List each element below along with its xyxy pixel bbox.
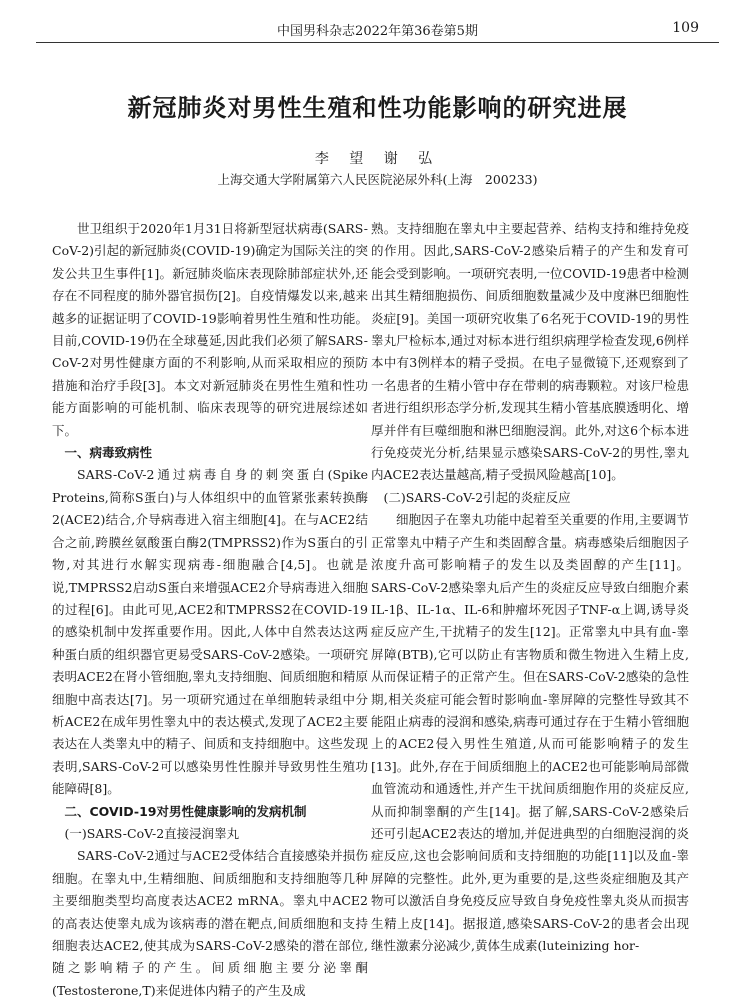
affiliation: 上海交通大学附属第六人民医院泌尿外科(上海 200233) <box>217 172 538 187</box>
right-column <box>371 218 689 957</box>
article-title: 新冠肺炎对男性生殖和性功能影响的研究进展 <box>127 94 628 122</box>
page-number: 109 <box>672 20 699 36</box>
intro-paragraph: 世卫组织于2020年1月31日将新型冠状病毒(SARS-CoV-2)引起的新冠肺炎(COVID-19)确定为国际关注的突发公共卫生事件[1]。新冠肺炎临床表现除肺部症状外,还存在不同程度的肺外器官损伤[2]。自疫情爆发以来,越来越多的证据证明了COVID-19影响着男性生殖和性功能。目前,COVID-19仍在全球蔓延,因此我们必须了解SARS-CoV-2对男性健康方面的不利影响,从而采取相应的预防措施和治疗手段[3]。本文对新冠肺炎在男性生殖和性功能方面影响的可能机制、临床表现等的研究进展综述如下。 <box>52 221 368 438</box>
subsection-heading: (一)SARS-CoV-2直接浸润睾丸 <box>64 825 240 841</box>
left-column <box>52 218 368 1002</box>
author-list: 李 望 谢 弘 <box>314 151 441 167</box>
section-heading: 二、COVID-19对男性健康影响的发病机制 <box>64 803 307 819</box>
running-header <box>36 18 719 43</box>
body-paragraph: SARS-CoV-2通过与ACE2受体结合直接感染并损伤细胞。在睾丸中,生精细胞、间质细胞和支持细胞等几种主要细胞类型均高度表达ACE2 mRNA。睾丸中ACE2的高表达使睾丸成为该病毒的潜在靶点,间质细胞和支持细胞表达ACE2,使其成为SARS-CoV-2感染的潜在部位,随之影响精子的产生。间质细胞主要分泌睾酮(Testosterone,T)来促进体内精子的产生及成 <box>52 848 368 998</box>
body-paragraph-continued: 熟。支持细胞在睾丸中主要起营养、结构支持和维持免疫的作用。因此,SARS-CoV-2感染后精子的产生和发育可能会受到影响。一项研究表明,一位COVID-19患者中检测出其生精细胞损伤、间质细胞数量减少及中度淋巴细胞性炎症[9]。美国一项研究收集了6名死于COVID-19的男性睾丸尸检标本,通过对标本进行组织病理学检查发现,6例样本中有3例样本的精子受损。在电子显微镜下,还观察到了一名患者的生精小管中存在带刺的病毒颗粒。对该尸检患者进行组织形态学分析,发现其生精小管基底膜透明化、增厚并伴有巨噬细胞和淋巴细胞浸润。此外,对这6个标本进行免疫荧光分析,结果显示感染SARS-CoV-2的男性,睾丸内ACE2表达量越高,精子受损风险越高[10]。 <box>371 221 689 483</box>
subsection-heading: (二)SARS-CoV-2引起的炎症反应 <box>383 489 571 505</box>
body-paragraph: SARS-CoV-2通过病毒自身的刺突蛋白(Spike Proteins,简称S蛋白)与人体组织中的血管紧张素转换酶2(ACE2)结合,介导病毒进入宿主细胞[4]。在与ACE2结合之前,跨膜丝氨酸蛋白酶2(TMPRSS2)作为S蛋白的引物,对其进行水解实现病毒-细胞融合[4,5]。也就是说,TMPRSS2启动S蛋白来增强ACE2介导病毒进入细胞的过程[6]。由此可见,ACE2和TMPRSS2在COVID-19的感染机制中发挥重要作用。因此,人体中自然表达这两种蛋白质的组织器官更易受SARS-CoV-2感染。一项研究表明ACE2在肾小管细胞,睾丸支持细胞、间质细胞和精原细胞中高表达[7]。另一项研究通过在单细胞转录组中分析ACE2在成年男性睾丸中的表达模式,发现了ACE2主要表达在人类睾丸中的精子、间质和支持细胞中。这些发现表明,SARS-CoV-2可以感染男性性腺并导致男性生殖功能障碍[8]。 <box>52 467 368 797</box>
section-heading: 一、病毒致病性 <box>64 445 153 461</box>
journal-citation: 中国男科杂志2022年第36卷第5期 <box>277 24 478 39</box>
body-paragraph: 细胞因子在睾丸功能中起着至关重要的作用,主要调节正常睾丸中精子产生和类固醇含量。病毒感染后细胞因子浓度升高可影响精子的发生以及类固醇的产生[11]。SARS-CoV-2感染睾丸后产生的炎症反应导致白细胞介素IL-1β、IL-1α、IL-6和肿瘤坏死因子TNF-α上调,诱导炎症反应产生,干扰精子的发生[12]。正常睾丸中具有血-睾屏障(BTB),它可以防止有害物质和微生物进入生精上皮,从而保证精子的正常产生。但在SARS-CoV-2感染的急性期,相关炎症可能会暂时影响血-睾屏障的完整性导致其不能阻止病毒的浸润和感染,病毒可通过存在于生精小管细胞上的ACE2侵入男性生殖道,从而可能影响精子的发生[13]。此外,存在于间质细胞上的ACE2也可能影响局部微血管流动和通透性,并产生干扰间质细胞作用的炎症反应,从而抑制睾酮的产生[14]。据了解,SARS-CoV-2感染后还可引起ACE2表达的增加,并促进典型的白细胞浸润的炎症反应,这也会影响间质和支持细胞的功能[11]以及血-睾屏障的完整性。此外,更为重要的是,这些炎症细胞及其产物可以激活自身免疫反应导致自身免疫性睾丸炎从而损害生精上皮[14]。据报道,感染SARS-CoV-2的患者会出现继性激素分泌减少,黄体生成素(luteinizing hor- <box>371 512 689 953</box>
